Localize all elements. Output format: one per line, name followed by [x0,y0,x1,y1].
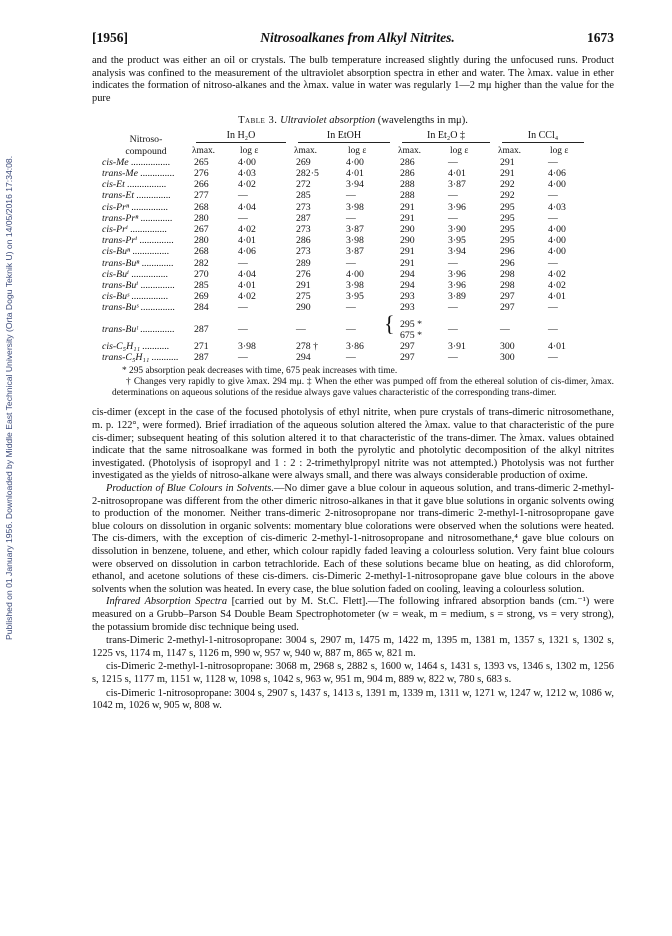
table-footnotes [112,366,614,399]
cell: 4·00 [548,246,566,258]
cell: 293 [400,291,415,303]
cell: 3·91 [448,341,466,353]
cell: 268 [194,201,209,213]
cell: — [346,324,356,336]
cell: 4·02 [238,291,256,303]
cell: — [238,257,248,269]
compound-name: trans-Buˢ .............. [102,302,176,314]
cell: 3·98 [346,201,364,213]
cell: 295 [500,201,515,213]
cell: 291 [400,201,415,213]
cell: 4·06 [238,246,256,258]
cell: 269 [194,291,209,303]
cell: 295 * [400,318,423,330]
cell: — [548,352,558,364]
cell: 4·03 [548,201,566,213]
compound-name: trans-Buᵗ .............. [102,324,175,336]
cell: 271 [194,341,209,353]
cell: 291 [400,246,415,258]
section-text: [carried out by M. St.C. Flett].—The following infrared absorption bands (cm.⁻¹) were measured on a Grubb–Parson S4 Double Beam Spectrophotometer (w = weak, m = medium, s = strong, vs = very strong), the potassium bromide disc technique being used. [92,596,614,633]
cell: 285 [296,190,311,202]
cell: — [346,352,356,364]
cell: 291 [296,280,311,292]
cell: 277 [194,190,209,202]
cell: 290 [400,224,415,235]
cell: 3·96 [448,201,466,213]
cell: 4·01 [548,291,566,303]
footnote-star: * 295 absorption peak decreases with time, 675 peak increases with time. [122,366,398,377]
cell: 4·00 [346,268,364,280]
cell: 297 [500,291,515,303]
table-row [100,341,590,352]
section-text: —No dimer gave a blue colour in aqueous solution, and trans-dimeric 2-methyl-2-nitrosopropane was different from the other dimeric nitroso-alkanes in that it gave blue solutions in organic solvents owing to production of the monomer. Neither trans-dimeric 2-nitrosopropane nor trans-dimeric 2-methyl-1-nitrosopropane gave blue colours on dissolution in organic solvents: momentary blue colorations were observed when the solutions were heated. The cis-dimers, with the exception of cis-dimeric 2-methyl-1-nitrosopropane and nitrosomethane,⁴ gave blue colours on dissolution in benzene, toluene, and ether, which colour rapidly faded leaving a colourless solution. Very faint blue colours were observed on dissolution in carbon tetrachloride. Each of these solutions became blue on heating, as did chloroform, ethanol, and acetone solutions of these cis-dimers. cis-Dimeric 2-methyl-1-nitrosopropane gave blue colours in the above solvents when the solution was heated. In every case, the blue solution faded on cooling, leaving a colourless solution. [92,483,614,595]
compound-name: trans-Buⁿ ............. [102,257,174,269]
compound-name: trans-Et .............. [102,190,171,202]
col-lambda: λmax. [192,145,216,156]
cell: 4·01 [448,167,466,179]
cell: 289 [296,257,311,269]
solvent-ccl4: In CCl₄ [527,130,559,142]
cell: — [448,352,458,364]
cell: — [448,324,458,336]
compound-name: cis-Et ................ [102,179,167,191]
cell: — [238,212,248,224]
cell: — [296,324,306,336]
cell: 295 [500,212,515,224]
ir-entry: cis-Dimeric 1-nitrosopropane: 3004 s, 2907 s, 1437 s, 1413 s, 1391 m, 1339 m, 1311 w, 1271 w, 1247 w, 1212 w, 1086 w, 1042 m, 1026 w, 905 w, 808 w. [92,687,614,712]
cell: — [448,156,458,168]
cell: 3·87 [448,179,466,191]
cell: 291 [400,257,415,269]
cell: 293 [400,302,415,314]
header-page-number: 1673 [586,30,614,45]
cell: 292 [500,179,515,191]
cell: 3·95 [346,291,364,303]
cell: 290 [296,302,311,314]
cell: 298 [500,280,515,292]
table-row [100,302,590,313]
cell: 288 [400,179,415,191]
cell: 4·01 [238,280,256,292]
cell: 287 [194,352,209,364]
cell: 273 [296,246,311,258]
cell: 3·96 [448,268,466,280]
compound-name: cis-Prⁿ ............... [102,201,169,213]
col-lambda: λmax. [398,145,422,156]
cell: 4·00 [548,179,566,191]
table-row [100,168,590,179]
cell: 4·02 [548,268,566,280]
cell: 297 [400,341,415,353]
cell: 3·98 [238,341,256,353]
cell: — [448,190,458,202]
cell: 300 [500,341,515,353]
cell: 269 [296,156,311,168]
cell: 273 [296,224,311,235]
cell: 3·87 [346,224,364,235]
header-year: [1956] [92,30,128,45]
cell: 4·00 [238,156,256,168]
cell: 286 [400,156,415,168]
cell: — [500,324,510,336]
table-row [100,213,590,224]
cell: — [238,324,248,336]
cell: 268 [194,246,209,258]
cell: 294 [400,280,415,292]
cell: 275 [296,291,311,303]
cell: 4·00 [548,235,566,247]
cell: 284 [194,302,209,314]
compound-name: trans-Prⁱ .............. [102,235,174,247]
cell: — [548,324,558,336]
cell: 4·01 [238,235,256,247]
cell: 3·94 [448,246,466,258]
cell: 270 [194,268,209,280]
cell: 292 [500,190,515,202]
cell: 3·98 [346,280,364,292]
cell: 4·03 [238,167,256,179]
table-row [100,157,590,168]
col-lambda: λmax. [498,145,522,156]
cell-split [384,310,448,341]
journal-page [92,30,614,713]
table-row [100,280,590,291]
cell: 295 [500,235,515,247]
compound-name: trans-Buⁱ .............. [102,280,175,292]
cell: 4·00 [548,224,566,235]
ir-band-list [92,635,614,713]
col-log-eps: log ε [450,145,469,156]
cell: 265 [194,156,209,168]
cell: 280 [194,212,209,224]
cell: 286 [296,235,311,247]
cell: — [448,257,458,269]
table-units: (wavelengths in mμ). [377,115,468,127]
compound-name: cis-Buⁱ ............... [102,268,169,280]
cell: — [346,212,356,224]
section-heading: Production of Blue Colours in Solvents. [106,483,274,494]
header-title: Nitrosoalkanes from Alkyl Nitrites. [260,30,455,45]
ir-entry: cis-Dimeric 2-methyl-1-nitrosopropane: 3068 m, 2968 s, 2882 s, 1600 w, 1464 s, 1431 s, 1393 vs, 1346 s, 1302 m, 1256 s, 1215 s, 1177 m, 1151 w, 1128 w, 1098 s, 1042 s, 963 w, 951 m, 904 m, 889 w, 822 w, 780 s, 683 s. [92,661,614,685]
cell: 3·87 [346,246,364,258]
cell: — [346,257,356,269]
cell: 298 [500,268,515,280]
cell: 4·01 [548,341,566,353]
cell: — [238,190,248,202]
cell: 3·95 [448,235,466,247]
paragraph-intro: and the product was either an oil or crystals. The bulb temperature increased slightly during the unfocused runs. Product analysis was confined to the measurement of the ultraviolet absorption spectra in ether and water. The λmax. value in ether indicates the formation of nitroso-alkanes and the λmax. value in water was regularly 1—2 mμ higher than the value for the pure [92,55,614,104]
table-row [100,235,590,246]
cell: 276 [296,268,311,280]
ir-entry: trans-Dimeric 2-methyl-1-nitrosopropane: 3004 s, 2907 m, 1475 m, 1422 m, 1395 m, 1381 m, 1357 s, 1321 s, 1302 s, 1225 vs, 1174 m, 1147 s, 1126 m, 990 w, 957 w, 940 w, 887 m, 865 w, 821 m. [92,635,614,659]
table-row [100,179,590,190]
table-caption [92,115,614,126]
table-title: Ultraviolet absorption [280,115,376,127]
cell: 675 * [400,329,423,341]
cell: 273 [296,201,311,213]
cell: — [346,190,356,202]
brace-glyph: { [384,310,395,336]
cell: — [548,212,558,224]
cell: 294 [296,352,311,364]
cell: — [548,190,558,202]
cell: 287 [296,212,311,224]
cell: 4·00 [346,156,364,168]
cell: — [548,302,558,314]
compound-name: trans-Me .............. [102,167,175,179]
cell: 267 [194,224,209,235]
cell: 4·02 [548,280,566,292]
cell: — [346,302,356,314]
solvent-h2o: In H₂O [226,130,256,142]
cell: 291 [500,167,515,179]
table-row [100,202,590,213]
cell: 276 [194,167,209,179]
uv-absorption-table [100,130,590,363]
table-row [100,190,590,201]
paragraph-infrared [92,596,614,634]
cell: 4·04 [238,201,256,213]
col-lambda: λmax. [294,145,318,156]
cell: — [548,156,558,168]
running-header [92,30,614,46]
col-log-eps: log ε [550,145,569,156]
cell: — [548,257,558,269]
cell: 287 [194,324,209,336]
section-heading: Infrared Absorption Spectra [106,596,228,608]
table-row [100,269,590,280]
cell: 3·89 [448,291,466,303]
compound-name: cis-C₅H₁₁ ........... [102,341,170,353]
table-row [100,258,590,269]
cell: 4·01 [346,167,364,179]
table-row [100,319,590,341]
cell: 285 [194,280,209,292]
cell: — [238,302,248,314]
col-log-eps: log ε [348,145,367,156]
cell: 266 [194,179,209,191]
compound-name: trans-Prⁿ ............. [102,212,173,224]
cell: 3·90 [448,224,466,235]
cell: 291 [400,212,415,224]
cell: 278 † [296,341,319,353]
cell: 286 [400,167,415,179]
solvent-ether: In Et₂O ‡ [427,130,465,142]
footnote-dagger: † Changes very rapidly to give λmax. 294 mμ. ‡ When the ether was pumped off from the ethereal solution of cis-dimer, λmax. determinations on aqueous solutions of the residue always gave values characteristic of the corresponding trans-dimer. [112,377,614,399]
compound-name: cis-Me ................ [102,156,171,168]
download-watermark [0,20,18,640]
solvent-etoh: In EtOH [326,130,362,142]
cell: 3·94 [346,179,364,191]
cell: — [448,302,458,314]
compound-name: cis-Buⁿ ............... [102,246,170,258]
cell: 291 [500,156,515,168]
cell: 296 [500,257,515,269]
table-row [100,352,590,363]
compound-name: cis-Buˢ ............... [102,291,169,303]
cell: 3·86 [346,341,364,353]
cell: 296 [500,246,515,258]
cell: 288 [400,190,415,202]
cell: 295 [500,224,515,235]
cell: 272 [296,179,311,191]
cell: 297 [500,302,515,314]
cell: 282 [194,257,209,269]
cell: — [448,212,458,224]
cell: 300 [500,352,515,364]
cell: 4·06 [548,167,566,179]
cell: 297 [400,352,415,364]
compound-name: cis-Prⁱ ............... [102,224,168,235]
cell: 282·5 [296,167,319,179]
cell: 4·02 [238,179,256,191]
cell: 3·98 [346,235,364,247]
cell: — [238,352,248,364]
watermark-text: Published on 01 January 1956. Downloaded by Middle East Technical University (Orta Dogu Teknik U) on 14/05/2016 17:34:08. [4,155,14,640]
paragraph-blue-colours [92,483,614,596]
cell: 3·96 [448,280,466,292]
table-label: Table 3. [238,115,278,127]
col-log-eps: log ε [240,145,259,156]
paragraph-cis-dimer: cis-dimer (except in the case of the focused photolysis of ethyl nitrite, when pure crystals of trans-dimeric nitrosomethane, m. p. 122°, were formed). Brief irradiation of the aqueous solution altered the λmax. value to that characteristic of the pure cis-dimer; subsequent heating of this solution altered it to that characteristic of the trans-dimer. The λmax. values obtained indicate that the same nitrosoalkane was formed in both the pyrolytic and photolytic decomposition of the alkyl nitrites investigated. (Photolysis of isopropyl and 1 : 2 : 2-trimethylpropyl nitrite was not attempted.) Photolysis was not further investigated as the yields of nitroso-alkane were always small, and there was always considerable production of oxime. [92,407,614,482]
compound-name: trans-C₅H₁₁ ........... [102,352,179,364]
cell: 290 [400,235,415,247]
cell: 4·02 [238,224,256,235]
cell: 280 [194,235,209,247]
cell: 4·04 [238,268,256,280]
table-row [100,291,590,302]
cell: 294 [400,268,415,280]
table-row [100,246,590,257]
compound-header: Nitroso- compound [125,134,167,157]
table-row [100,224,590,235]
